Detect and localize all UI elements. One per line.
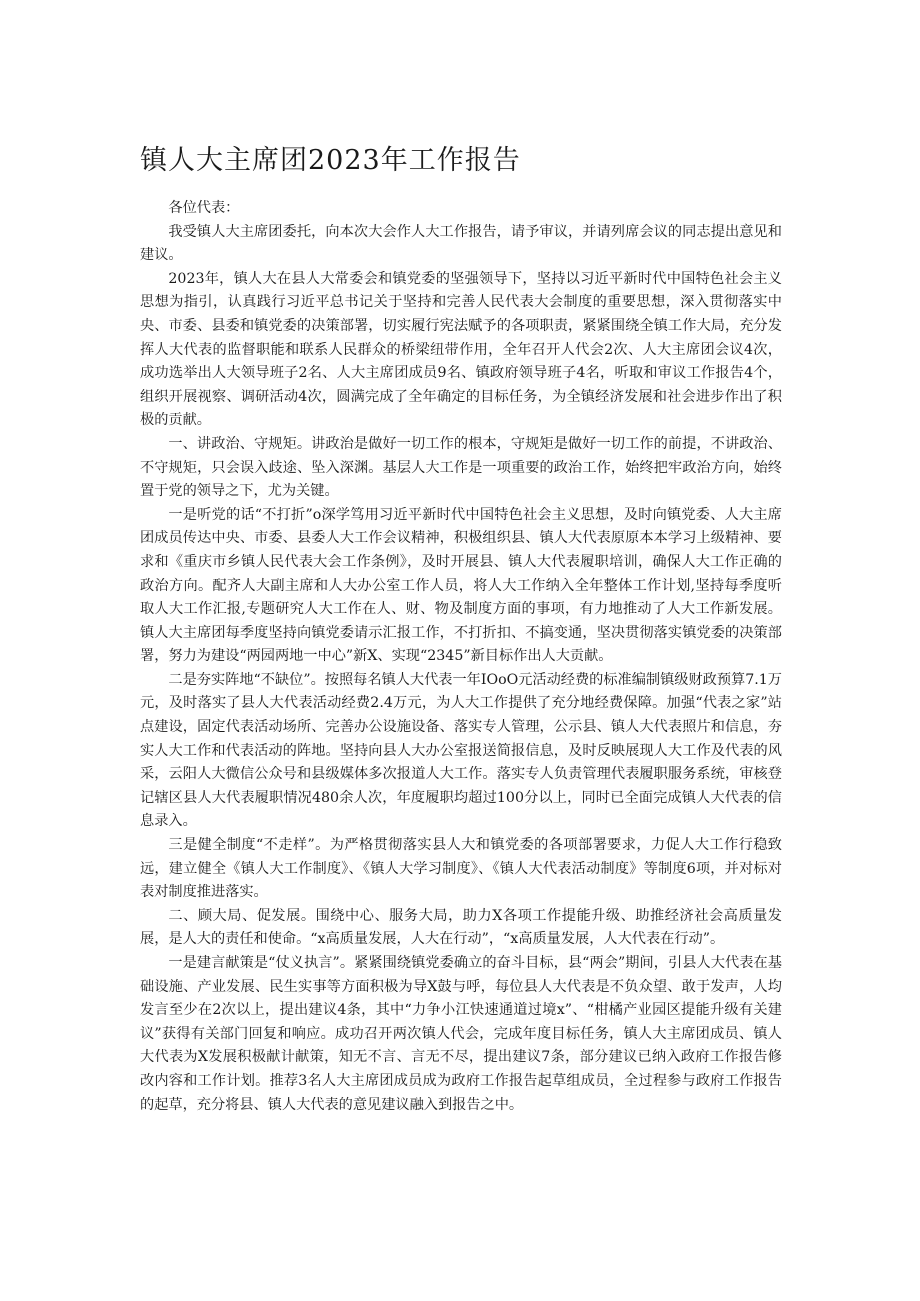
paragraph-overview: 2023年，镇人大在县人大常委会和镇党委的坚强领导下，坚持以习近平新时代中国特色社会主义思想为指引，认真践行习近平总书记关于坚持和完善人民代表大会制度的重要思想，深入贯彻落实中央、市委、县委和镇党委的决策部署，切实履行宪法赋予的各项职责，紧紧围绕全镇工作大局，充分发挥人大代表的监督职能和联系人民群众的桥梁纽带作用，全年召开人代会2次、人大主席团会议4次，成功选举出人大领导班子2名、人大主席团成员9名、镇政府领导班子4名，听取和审议工作报告4个，组织开展视察、调研活动4次，圆满完成了全年确定的目标任务，为全镇经济发展和社会进步作出了积极的贡献。	[140, 270, 782, 429]
page-title: 镇人大主席团2023年工作报告	[140, 145, 521, 176]
section-heading-politics: 一、讲政治、守规矩。讲政治是做好一切工作的根本，守规矩是做好一切工作的前提，不讲政治、不守规矩，只会误入歧途、坠入深渊。基层人大工作是一项重要的政治工作，始终把牢政治方向，始终置于党的领导之下，尤为关键。	[140, 435, 782, 500]
salutation: 各位代表：	[168, 200, 240, 216]
paragraph-system: 三是健全制度“不走样”。为严格贯彻落实县人大和镇党委的各项部署要求，力促人大工作行稳致远，建立健全《镇人大工作制度》、《镇人大学习制度》、《镇人大代表活动制度》等制度6项，并对标对表对制度推进落实。	[140, 837, 782, 901]
paragraph-listen-party: 一是听党的话“不打折”o深学笃用习近平新时代中国特色社会主义思想，及时向镇党委、人大主席团成员传达中央、市委、县委人大工作会议精神，积极组织县、镇人大代表原原本本学习上级精神、要求和《重庆市乡镇人民代表大会工作条例》，及时开展县、镇人大代表履职培训，确保人大工作正确的政治方向。配齐人大副主席和人大办公室工作人员，将人大工作纳入全年整体工作计划,坚持每季度听取人大工作汇报,专题研究人大工作在人、财、物及制度方面的事项，有力地推动了人大工作新发展。镇人大主席团每季度坚持向镇党委请示汇报工作，不打折扣、不搞变通，坚决贯彻落实镇党委的决策部署，努力为建设“两园两地一中心”新X、实现“2345”新目标作出人大贡献。	[140, 506, 782, 665]
paragraph-position: 二是夯实阵地“不缺位”。按照每名镇人大代表一年IOoO元活动经费的标准编制镇级财政预算7.1万元，及时落实了县人大代表活动经费2.4万元，为人大工作提供了充分地经费保障。加强“代表之家”站点建设，固定代表活动场所、完善办公设施设备、落实专人管理，公示县、镇人大代表照片和信息，夯实人大工作和代表活动的阵地。坚持向县人大办公室报送简报信息，及时反映展现人大工作及代表的风采，云阳人大微信公众号和县级媒体多次报道人大工作。落实专人负责管理代表履职服务系统，审核登记辖区县人大代表履职情况480余人次，年度履职均超过100分以上，同时已全面完成镇人大代表的信息录入。	[140, 671, 782, 830]
paragraph-intro: 我受镇人大主席团委托，向本次大会作人大工作报告，请予审议，并请列席会议的同志提出意见和建议。	[140, 223, 782, 264]
paragraph-suggestions: 一是建言献策是“仗义执言”。紧紧围绕镇党委确立的奋斗目标，县“两会”期间，引县人大代表在基础设施、产业发展、民生实事等方面积极为导X鼓与呼，每位县人大代表是不负众望、敢于发声，人均发言至少在2次以上，提出建议4条，其中“力争小江快速通道过境x”、“柑橘产业园区提能升级有关建议”获得有关部门回复和响应。成功召开两次镇人代会，完成年度目标任务，镇人大主席团成员、镇人大代表为X发展积极献计献策，知无不言、言无不尽，提出建议7条，部分建议已纳入政府工作报告修改内容和工作计划。推荐3名人大主席团成员成为政府工作报告起草组成员，全过程参与政府工作报告的起草，充分将县、镇人大代表的意见建议融入到报告之中。	[140, 955, 782, 1113]
document-body	[140, 197, 782, 1117]
section-heading-development: 二、顾大局、促发展。围绕中心、服务大局，助力X各项工作提能升级、助推经济社会高质量发展，是人大的责任和使命。“x高质量发展，人大在行动”，“x高质量发展，人大代表在行动”。	[140, 907, 782, 948]
